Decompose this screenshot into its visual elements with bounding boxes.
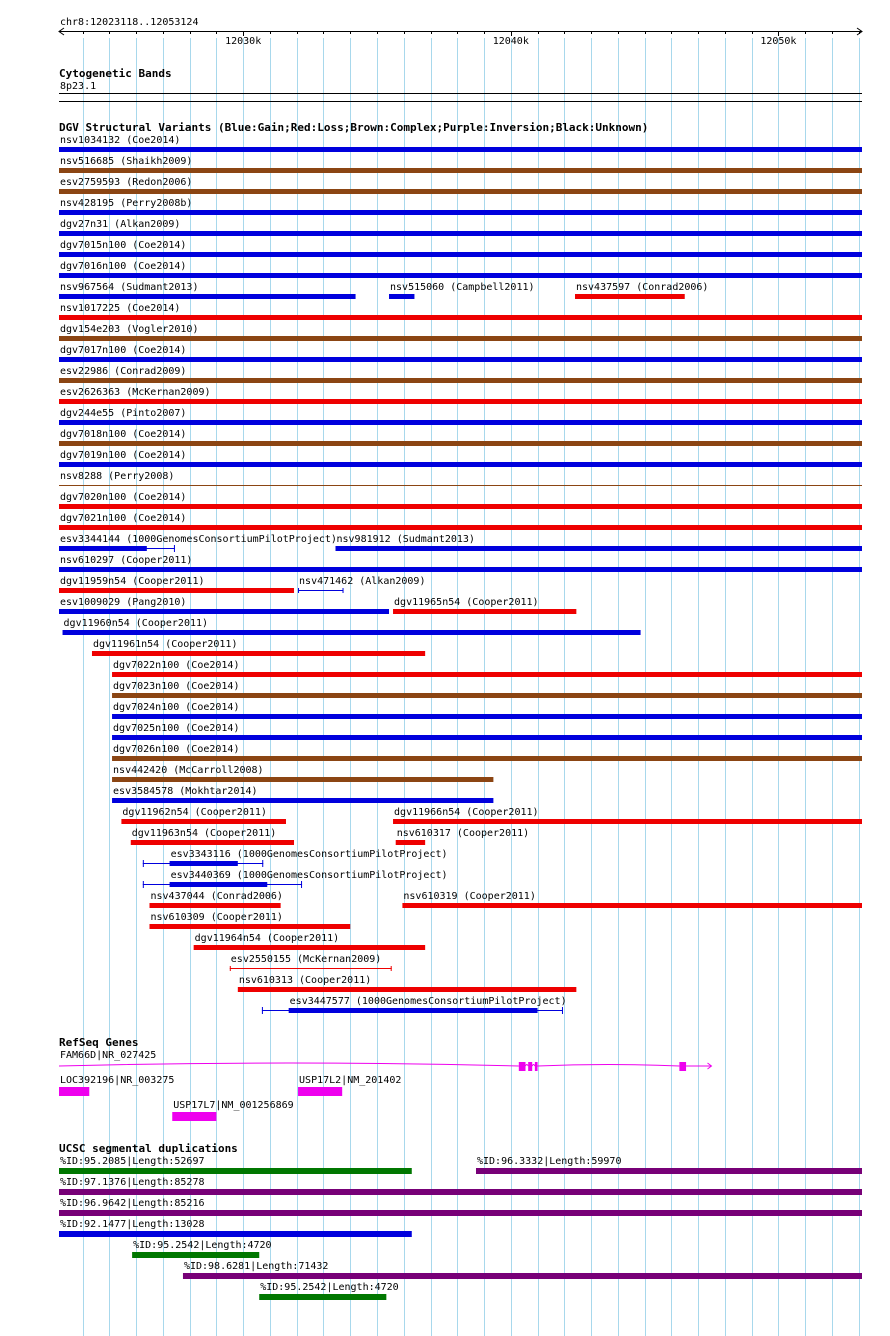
dgv-variant-bar [150,924,351,929]
dgv-variant[interactable] [59,555,862,572]
dgv-variant-label: nsv437044 (Conrad2006) [150,891,283,902]
dgv-variant-bar [112,777,493,782]
segdup-feature[interactable] [59,1156,412,1174]
dgv-variant[interactable] [393,597,576,614]
refseq-exon [59,1087,89,1096]
dgv-variant-bar [393,609,576,614]
dgv-variant[interactable] [262,996,567,1014]
segdup-bar [59,1168,412,1174]
dgv-variant[interactable] [59,282,356,299]
dgv-variant-label: dgv11964n54 (Cooper2011) [194,933,340,944]
cytoband-track-title: Cytogenetic Bands [59,67,172,80]
dgv-variant-bar [59,357,862,362]
segdup-bar [476,1168,862,1174]
segdup-feature[interactable] [259,1282,398,1300]
dgv-variant[interactable] [59,135,862,152]
segdup-feature-label: %ID:96.3332|Length:59970 [476,1156,622,1167]
segdup-track-title: UCSC segmental duplications [59,1142,238,1155]
dgv-variant-bar [194,945,425,950]
segdup-feature-label: %ID:95.2085|Length:52697 [60,1156,205,1167]
dgv-variant[interactable] [393,807,862,824]
dgv-variant-bar [335,546,862,551]
dgv-variant[interactable] [143,849,448,867]
dgv-variant-label: dgv27n31 (Alkan2009) [60,219,181,230]
dgv-variant-bar [59,462,862,467]
dgv-variant-label: nsv515060 (Campbell2011) [390,282,535,293]
dgv-variant[interactable] [59,597,389,614]
dgv-variant-bar [575,294,685,299]
dgv-variant[interactable] [59,156,862,173]
dgv-variant-label: dgv11961n54 (Cooper2011) [92,639,238,650]
dgv-variant-label: dgv7016n100 (Coe2014) [60,261,187,272]
dgv-variant-label: nsv428195 (Perry2008b) [60,198,193,209]
dgv-variant[interactable] [59,429,862,446]
dgv-variant[interactable] [59,177,862,194]
refseq-intron [532,1065,535,1067]
dgv-variant-label: nsv610313 (Cooper2011) [238,975,372,986]
dgv-variant[interactable] [298,576,425,593]
refseq-exon [679,1062,686,1071]
dgv-variant-bar [131,840,294,845]
dgv-variant-bar [59,378,862,383]
dgv-variant-bar [112,672,862,677]
dgv-variant[interactable] [112,744,862,761]
dgv-variant-label: esv3343116 (1000GenomesConsortiumPilotProject) [170,849,448,860]
dgv-variant-bar [59,294,356,299]
dgv-variant-bar [112,735,862,740]
ruler-tick-label: 12030k [225,36,262,47]
dgv-variant-label: nsv8288 (Perry2008) [60,471,175,482]
dgv-variant-label: dgv7026n100 (Coe2014) [113,744,240,755]
dgv-variant-label: dgv11962n54 (Cooper2011) [122,807,267,818]
dgv-variant[interactable] [335,534,862,551]
dgv-variant[interactable] [59,240,862,257]
dgv-variant-bar [59,168,862,173]
dgv-variant[interactable] [112,702,862,719]
dgv-variant-label: nsv610317 (Cooper2011) [396,828,530,839]
dgv-variant[interactable] [112,681,862,698]
dgv-variant[interactable] [59,450,862,467]
dgv-variant-label: nsv967564 (Sudmant2013) [60,282,199,293]
dgv-variant-bar [59,189,862,194]
dgv-variant[interactable] [396,828,529,845]
segdup-bar [59,1189,862,1195]
dgv-variant[interactable] [59,345,862,362]
dgv-variant-label: dgv154e203 (Vogler2010) [60,324,199,335]
segdup-bar [259,1294,386,1300]
refseq-gene[interactable] [298,1075,401,1096]
dgv-variant-bar [59,210,862,215]
segdup-feature-label: %ID:98.6281|Length:71432 [183,1261,329,1272]
dgv-variant-label: nsv610309 (Cooper2011) [150,912,283,923]
refseq-gene-label: FAM66D|NR_027425 [60,1050,157,1061]
dgv-variant-label: nsv1034132 (Coe2014) [60,135,181,146]
dgv-variant-label: esv2550155 (McKernan2009) [230,954,382,965]
dgv-variant[interactable] [92,639,425,656]
dgv-variant-bar [92,651,425,656]
dgv-variant-label: nsv442420 (McCarroll2008) [113,765,264,776]
segdup-bar [59,1210,862,1216]
dgv-variant-label: nsv471462 (Alkan2009) [299,576,426,587]
refseq-exon [528,1062,532,1071]
dgv-variant[interactable] [112,786,493,803]
dgv-variant-bar [238,987,577,992]
dgv-variant-label: esv2759593 (Redon2006) [60,177,193,188]
refseq-exon [298,1087,342,1096]
dgv-variant-bar [59,399,862,404]
dgv-variant-bar [59,315,862,320]
dgv-variant[interactable] [59,576,294,593]
refseq-gene[interactable] [59,1050,711,1071]
dgv-variant[interactable] [59,198,862,215]
refseq-gene[interactable] [59,1075,174,1096]
ruler-tick-label: 12040k [492,36,529,47]
dgv-variant[interactable] [59,324,862,341]
segdup-track[interactable] [59,1142,862,1300]
dgv-variant-label: dgv7022n100 (Coe2014) [113,660,240,671]
dgv-variant-label: dgv7023n100 (Coe2014) [113,681,240,692]
dgv-variant-label: esv22986 (Conrad2009) [60,366,187,377]
dgv-variant[interactable] [59,513,862,530]
dgv-variant[interactable] [59,219,862,236]
dgv-variant-label: dgv7019n100 (Coe2014) [60,450,187,461]
segdup-bar [183,1273,862,1279]
dgv-variant-label: esv3447577 (1000GenomesConsortiumPilotProject) [289,996,567,1007]
dgv-variant[interactable] [112,765,493,782]
dgv-variant[interactable] [112,660,862,677]
dgv-variant-bar [59,336,862,341]
dgv-variant-label: dgv7018n100 (Coe2014) [60,429,187,440]
dgv-variant-label: esv3440369 (1000GenomesConsortiumPilotProject) [170,870,448,881]
dgv-variant-bar [59,588,294,593]
dgv-variant-bar [389,294,414,299]
dgv-variant-label: nsv437597 (Conrad2006) [576,282,709,293]
segdup-feature[interactable] [183,1261,862,1279]
dgv-variant[interactable] [150,891,283,908]
dgv-variant-bar [59,231,862,236]
segdup-feature[interactable] [476,1156,862,1174]
dgv-variant[interactable] [112,723,862,740]
dgv-variant-bar [396,840,425,845]
refseq-intron [526,1065,529,1067]
segdup-feature[interactable] [59,1219,412,1237]
refseq-exon [172,1112,216,1121]
refseq-track-title: RefSeq Genes [59,1036,139,1049]
dgv-variant-bar [112,693,862,698]
dgv-variant-label: dgv7021n100 (Coe2014) [60,513,187,524]
dgv-variant-label: dgv11960n54 (Cooper2011) [63,618,209,629]
dgv-variant-label: nsv610297 (Cooper2011) [60,555,193,566]
dgv-track-title: DGV Structural Variants (Blue:Gain;Red:Loss;Brown:Complex;Purple:Inversion;Black:Unknown) [59,121,649,134]
dgv-variant-label: dgv7020n100 (Coe2014) [60,492,187,503]
segdup-feature-label: %ID:95.2542|Length:4720 [260,1282,399,1293]
refseq-gene-label: USP17L7|NM_001256869 [173,1100,294,1111]
dgv-variant-bar [112,714,862,719]
dgv-variant-bar [59,504,862,509]
cytoband-track[interactable] [59,67,862,102]
dgv-variant[interactable] [238,975,577,992]
dgv-variant-bar [59,441,862,446]
dgv-variant-label: dgv7024n100 (Coe2014) [113,702,240,713]
dgv-variant-label: dgv11959n54 (Cooper2011) [60,576,205,587]
dgv-variant-label: nsv516685 (Shaikh2009) [60,156,193,167]
dgv-variant-bar [59,485,862,486]
dgv-variant-label: nsv1017225 (Coe2014) [60,303,181,314]
refseq-exon [519,1062,526,1071]
dgv-variant[interactable] [121,807,286,824]
dgv-variant[interactable] [59,303,862,320]
dgv-variant-label: dgv11965n54 (Cooper2011) [394,597,539,608]
dgv-variant[interactable] [59,534,337,552]
segdup-feature-label: %ID:96.9642|Length:85216 [60,1198,205,1209]
dgv-variant[interactable] [230,954,392,971]
dgv-variant[interactable] [389,282,534,299]
dgv-variant[interactable] [194,933,425,950]
dgv-variant-bar [112,756,862,761]
dgv-variant-label: nsv610319 (Cooper2011) [403,891,536,902]
dgv-variant-label: esv2626363 (McKernan2009) [60,387,211,398]
ruler-region-label: chr8:12023118..12053124 [60,17,199,28]
dgv-variant[interactable] [59,492,862,509]
segdup-feature-label: %ID:97.1376|Length:85278 [60,1177,205,1188]
cytoband-label: 8p23.1 [60,81,97,92]
dgv-track[interactable] [59,121,862,1014]
segdup-feature-label: %ID:92.1477|Length:13028 [60,1219,205,1230]
dgv-variant-label: esv3344144 (1000GenomesConsortiumPilotProject) [60,534,337,545]
segdup-feature[interactable] [132,1240,271,1258]
dgv-variant-bar [393,819,862,824]
dgv-variant-label: dgv7017n100 (Coe2014) [60,345,187,356]
dgv-variant-bar [112,798,493,803]
dgv-variant[interactable] [59,261,862,278]
dgv-variant-bar [121,819,286,824]
dgv-variant[interactable] [402,891,862,908]
refseq-intron [59,1063,519,1066]
dgv-variant-bar [59,525,862,530]
ruler-tick-label: 12050k [760,36,797,47]
dgv-variant[interactable] [150,912,351,929]
refseq-gene-label: LOC392196|NR_003275 [60,1075,175,1086]
dgv-variant-bar [59,273,862,278]
dgv-variant[interactable] [59,366,862,383]
dgv-variant-label: esv1009029 (Pang2010) [60,597,187,608]
dgv-variant[interactable] [575,282,708,299]
segdup-bar [59,1231,412,1237]
dgv-variant-bar [63,630,641,635]
dgv-variant-bar [150,903,281,908]
segdup-bar [132,1252,259,1258]
dgv-variant-label: esv3584578 (Mokhtar2014) [113,786,258,797]
dgv-variant[interactable] [59,471,862,486]
dgv-variant-bar [402,903,862,908]
dgv-variant-bar [59,252,862,257]
dgv-variant-bar [59,609,389,614]
dgv-variant-label: dgv7015n100 (Coe2014) [60,240,187,251]
dgv-variant-bar [59,567,862,572]
segdup-feature[interactable] [59,1177,862,1195]
segdup-feature[interactable] [59,1198,862,1216]
refseq-intron [538,1065,680,1067]
dgv-variant[interactable] [131,828,294,845]
dgv-variant[interactable] [59,408,862,425]
refseq-gene-label: USP17L2|NM_201402 [299,1075,402,1086]
dgv-variant[interactable] [59,387,862,404]
dgv-variant-label: dgv244e55 (Pinto2007) [60,408,187,419]
refseq-exon [535,1062,538,1071]
segdup-feature-label: %ID:95.2542|Length:4720 [133,1240,272,1251]
dgv-variant-label: nsv981912 (Sudmant2013) [336,534,475,545]
dgv-variant-bar [59,147,862,152]
dgv-variant-label: dgv11963n54 (Cooper2011) [131,828,277,839]
dgv-variant-bar [59,420,862,425]
ruler [59,17,862,47]
refseq-gene[interactable] [172,1100,293,1121]
refseq-track[interactable] [59,1036,711,1121]
dgv-variant-label: dgv7025n100 (Coe2014) [113,723,240,734]
dgv-variant[interactable] [63,618,641,635]
dgv-variant-label: dgv11966n54 (Cooper2011) [394,807,539,818]
dgv-variant[interactable] [143,870,448,888]
